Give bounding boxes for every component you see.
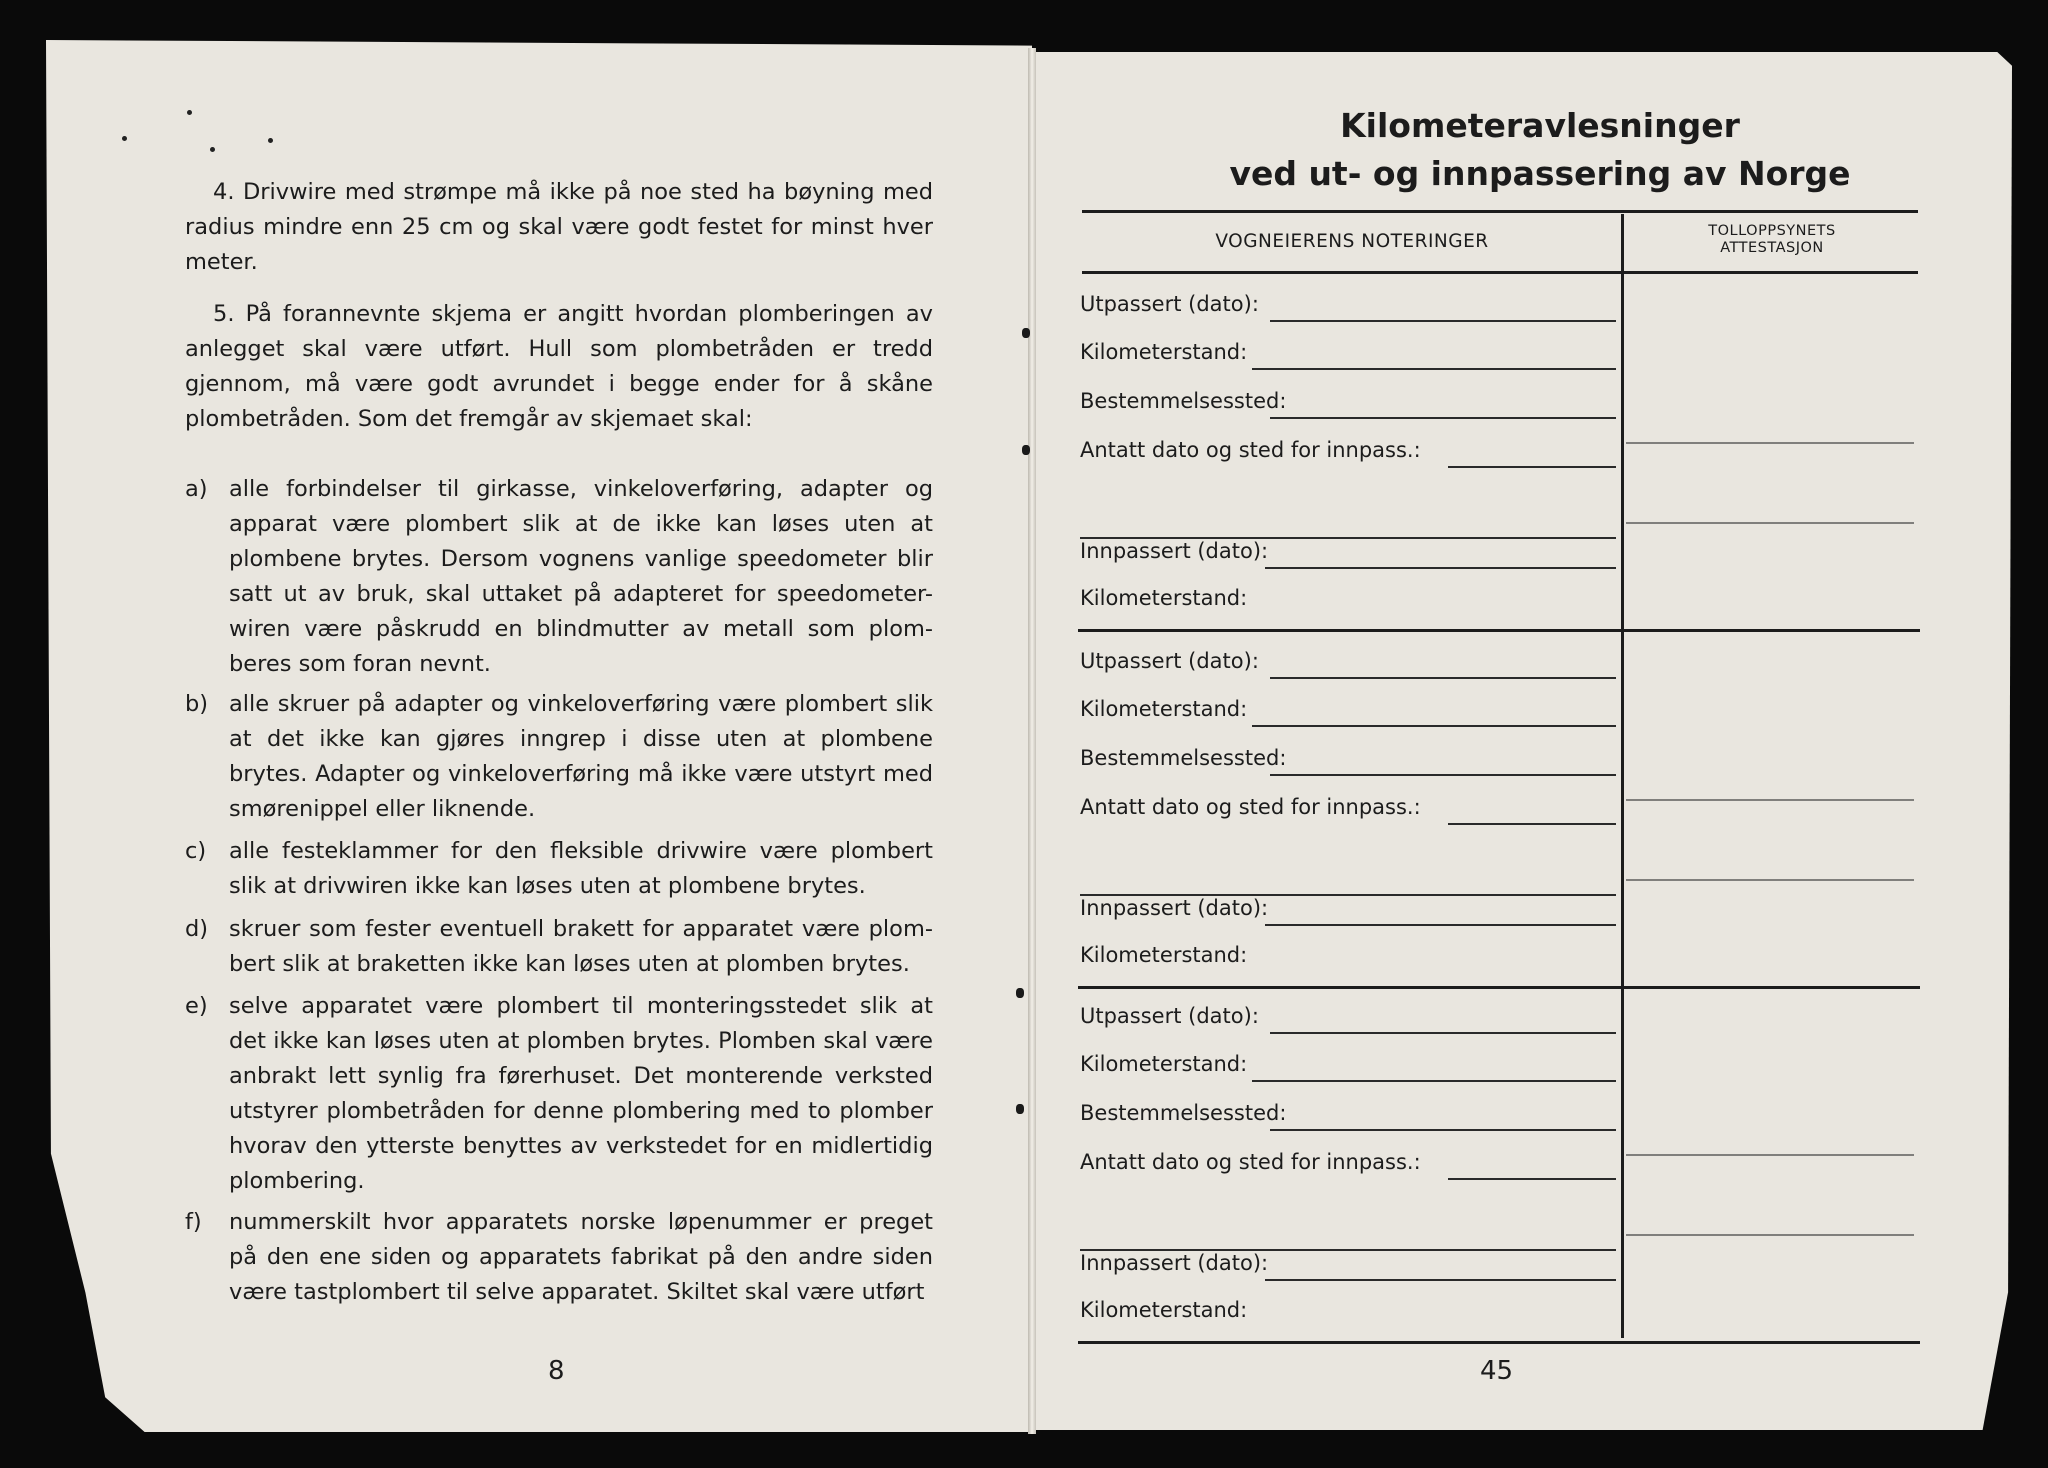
attestation-line[interactable] xyxy=(1626,799,1914,801)
list-item-label: a) xyxy=(185,476,208,502)
form-label-utpassert: Utpassert (dato): xyxy=(1080,649,1259,673)
paragraph-5-text: 5. På forannevnte skjema er angitt hvordan plomberingen av anlegget skal være utført. Hull som plombetråden er tredd gjennom, må være godt avrundet i begge ender for å skåne plombetråden. Som det fremgår av skjemaet skal: xyxy=(185,301,933,432)
list-item-text: alle skruer på adapter og vinkeloverføring være plombert slik at det ikke kan gjøres inngrep i disse uten at plombene brytes. Adapter og vinkeloverføring må ikke være utstyrt med smørenippel eller liknende. xyxy=(229,691,933,822)
attestation-line[interactable] xyxy=(1626,442,1914,444)
paragraph-4-text: 4. Drivwire med strømpe må ikke på noe sted ha bøyning med radius mindre enn 25 cm og skal være godt festet for minst hver meter. xyxy=(185,179,933,275)
form-fill-line[interactable] xyxy=(1270,1129,1616,1131)
list-item-label: f) xyxy=(185,1209,202,1235)
form-label-km2: Kilometerstand: xyxy=(1080,1298,1248,1322)
form-fill-line[interactable] xyxy=(1448,1178,1616,1180)
list-item-label: c) xyxy=(185,838,207,864)
list-item-d xyxy=(185,912,933,982)
staple-hole xyxy=(1016,1104,1024,1114)
column-header-customs xyxy=(1626,223,1918,257)
form-label-bestemmelse: Bestemmelsessted: xyxy=(1080,389,1287,413)
paragraph-5 xyxy=(185,297,933,437)
form-label-bestemmelse: Bestemmelsessted: xyxy=(1080,1101,1287,1125)
form-label-innpassert: Innpassert (dato): xyxy=(1080,896,1269,920)
list-item-e xyxy=(185,989,933,1199)
list-item-label: e) xyxy=(185,993,208,1019)
list-item-text: skruer som fester eventuell brakett for apparatet være plom-bert slik at braketten ikke kan løses uten at plomben brytes. xyxy=(229,916,933,977)
header-top-rule xyxy=(1082,210,1918,213)
form-label-utpassert: Utpassert (dato): xyxy=(1080,1004,1259,1028)
form-label-antatt: Antatt dato og sted for innpass.: xyxy=(1080,1150,1421,1174)
list-item-c xyxy=(185,834,933,904)
right-page xyxy=(1032,52,2012,1430)
list-item-label: d) xyxy=(185,916,209,942)
form-title-line1: Kilometeravlesninger xyxy=(1340,106,1740,145)
list-item-text: alle forbindelser til girkasse, vinkeloverføring, adapter og apparat være plombert slik at de ikke kan løses uten at plombene brytes. Dersom vognens vanlige speedometer blir satt ut av bruk, skal uttaket på adapteret for speedometer-wiren være påskrudd en blindmutter av metall som plom-beres som foran nevnt. xyxy=(229,476,933,677)
header-bottom-rule xyxy=(1082,271,1918,274)
block-separator-rule xyxy=(1078,629,1920,632)
attestation-line[interactable] xyxy=(1626,522,1914,524)
page-number-left: 8 xyxy=(548,1356,565,1386)
attestation-line[interactable] xyxy=(1626,1234,1914,1236)
form-label-utpassert: Utpassert (dato): xyxy=(1080,292,1259,316)
page-number-right: 45 xyxy=(1480,1356,1514,1386)
form-fill-line[interactable] xyxy=(1270,677,1616,679)
form-fill-line[interactable] xyxy=(1252,725,1616,727)
form-fill-line[interactable] xyxy=(1252,1080,1616,1082)
staple-hole xyxy=(1022,328,1030,338)
staple-hole xyxy=(1016,988,1024,998)
block-separator-rule xyxy=(1078,986,1920,989)
form-fill-line[interactable] xyxy=(1252,368,1616,370)
form-fill-line[interactable] xyxy=(1265,1279,1616,1281)
form-fill-line[interactable] xyxy=(1265,567,1616,569)
attestation-line[interactable] xyxy=(1626,879,1914,881)
list-item-b xyxy=(185,687,933,827)
list-item-a xyxy=(185,472,933,682)
list-item-text: alle festeklammer for den fleksible drivwire være plombert slik at drivwiren ikke kan løses uten at plombene brytes. xyxy=(229,838,933,899)
column-header-customs-line1: TOLLOPPSYNETS xyxy=(1708,223,1836,239)
form-label-km1: Kilometerstand: xyxy=(1080,697,1248,721)
form-label-antatt: Antatt dato og sted for innpass.: xyxy=(1080,438,1421,462)
form-fill-line[interactable] xyxy=(1270,774,1616,776)
form-label-km2: Kilometerstand: xyxy=(1080,586,1248,610)
page-fold xyxy=(1028,48,1036,1434)
form-fill-line[interactable] xyxy=(1270,320,1616,322)
list-item-text: nummerskilt hvor apparatets norske løpenummer er preget på den ene siden og apparatets fabrikat på den andre siden være tastplombert til selve apparatet. Skiltet skal være utført xyxy=(229,1209,933,1305)
form-fill-line[interactable] xyxy=(1448,823,1616,825)
form-fill-line[interactable] xyxy=(1448,466,1616,468)
staple-hole xyxy=(1022,445,1030,455)
form-label-km1: Kilometerstand: xyxy=(1080,1052,1248,1076)
form-fill-line[interactable] xyxy=(1265,924,1616,926)
form-label-km1: Kilometerstand: xyxy=(1080,340,1248,364)
column-header-customs-line2: ATTESTASJON xyxy=(1720,240,1824,256)
column-header-owner: VOGNEIERENS NOTERINGER xyxy=(1215,231,1489,252)
form-label-innpassert: Innpassert (dato): xyxy=(1080,539,1269,563)
form-title-line2: ved ut- og innpassering av Norge xyxy=(1229,154,1851,193)
form-fill-line[interactable] xyxy=(1270,1032,1616,1034)
list-item-f xyxy=(185,1205,933,1310)
form-label-km2: Kilometerstand: xyxy=(1080,943,1248,967)
list-item-label: b) xyxy=(185,691,209,717)
attestation-line[interactable] xyxy=(1626,1154,1914,1156)
column-divider xyxy=(1621,214,1624,1338)
print-dot xyxy=(122,136,127,141)
block-separator-rule xyxy=(1078,1341,1920,1344)
print-dot xyxy=(210,147,215,152)
form-label-innpassert: Innpassert (dato): xyxy=(1080,1251,1269,1275)
form-label-antatt: Antatt dato og sted for innpass.: xyxy=(1080,795,1421,819)
paragraph-4 xyxy=(185,175,933,280)
print-dot xyxy=(187,110,192,115)
form-label-bestemmelse: Bestemmelsessted: xyxy=(1080,746,1287,770)
list-item-text: selve apparatet være plombert til monteringsstedet slik at det ikke kan løses uten at plomben brytes. Plomben skal være anbrakt lett synlig fra førerhuset. Det monterende verksted utstyrer plombetråden for denne plombering med to plomber hvorav den ytterste benyttes av verkstedet for en midlertidig plombering. xyxy=(229,993,933,1194)
form-fill-line[interactable] xyxy=(1270,417,1616,419)
print-dot xyxy=(268,138,273,143)
